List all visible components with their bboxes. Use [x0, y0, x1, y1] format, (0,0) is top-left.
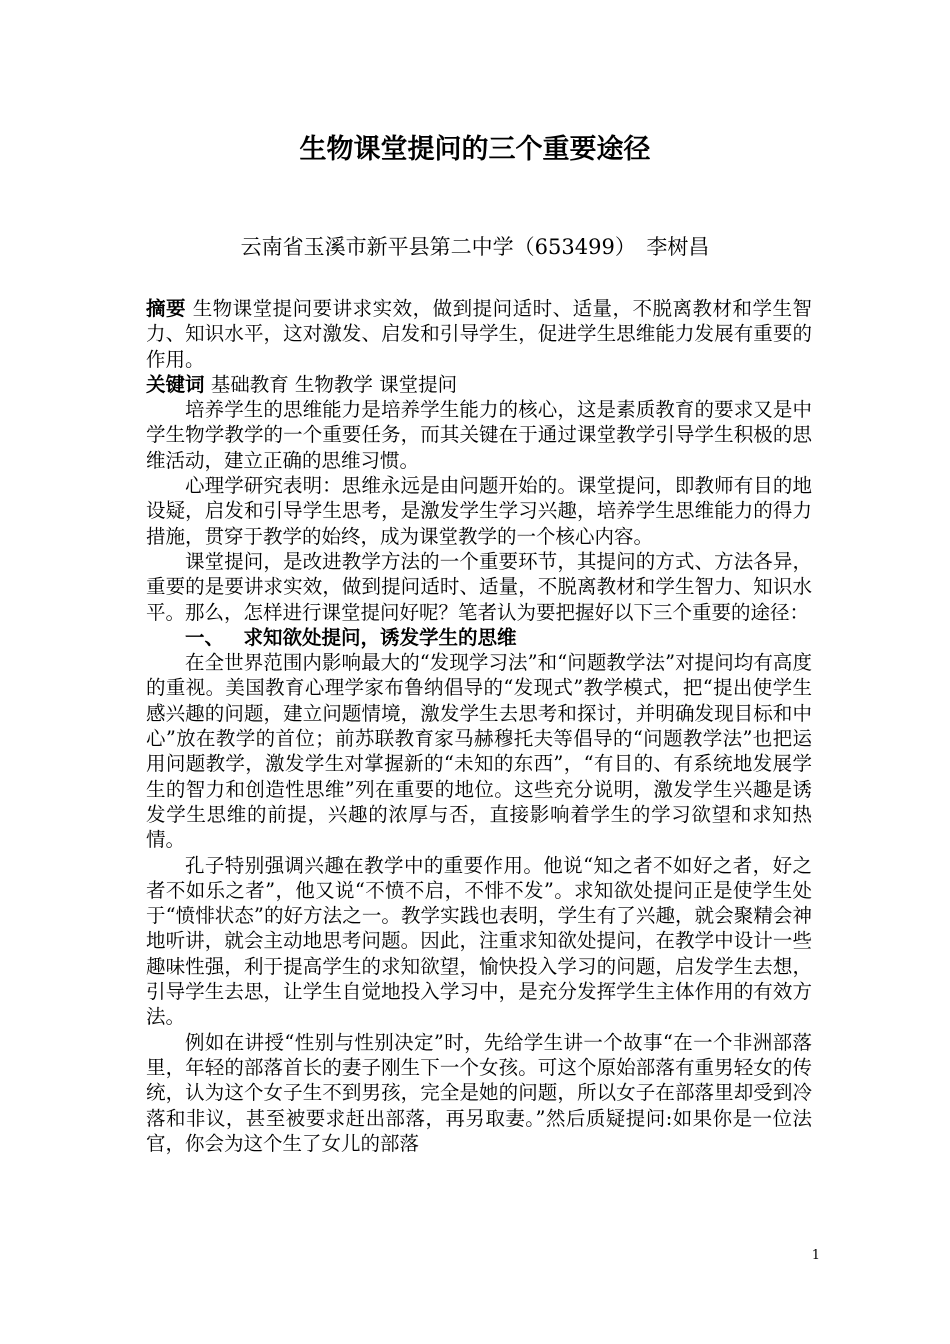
abstract-text: 生物课堂提问要讲求实效，做到提问适时、适量，不脱离教材和学生智力、知识水平，这对激发、启发和引导学生，促进学生思维能力发展有重要的作用。 [146, 297, 812, 371]
section-heading [146, 625, 812, 650]
section-heading-text: 求知欲处提问，诱发学生的思维 [243, 625, 517, 649]
abstract-label: 摘要 [146, 297, 186, 320]
abstract-paragraph [146, 296, 812, 372]
keywords-label: 关键词 [146, 372, 205, 396]
body-paragraph: 孔子特别强调兴趣在教学中的重要作用。他说“知之者不如好之者，好之者不如乐之者”，他又说“不愤不启，不悱不发”。求知欲处提问正是使学生处于“愤悱状态”的好方法之一。教学实践也表明，学生有了兴趣，就会聚精会神地听讲，就会主动地思考问题。因此，注重求知欲处提问，在教学中设计一些趣味性强，利于提高学生的求知欲望，愉快投入学习的问题，启发学生去想，引导学生去思，让学生自觉地投入学习中，是充分发挥学生主体作用的有效方法。 [146, 853, 812, 1029]
body-paragraph: 在全世界范围内影响最大的“发现学习法”和“问题教学法”对提问均有高度的重视。美国教育心理学家布鲁纳倡导的“发现式”教学模式，把“提出使学生感兴趣的问题，建立问题情境，激发学生去思考和探讨，并明确发现目标和中心”放在教学的首位；前苏联教育家马赫穆托夫等倡导的“问题教学法”也把运用问题教学，激发学生对掌握新的“未知的东西”，“有目的、有系统地发展学生的智力和创造性思维”列在重要的地位。这些充分说明，激发学生兴趣是诱发学生思维的前提，兴趣的浓厚与否，直接影响着学生的学习欲望和求知热情。 [146, 651, 812, 852]
body-paragraph: 例如在讲授“性别与性别决定”时，先给学生讲一个故事“在一个非洲部落里，年轻的部落首长的妻子刚生下一个女孩。可这个原始部落有重男轻女的传统，认为这个女子生不到男孩，完全是她的问题，所以女子在部落里却受到冷落和非议，甚至被要求赶出部落，再另取妻。”然后质疑提问:如果你是一位法官，你会为这个生了女儿的部落 [146, 1030, 812, 1155]
body-paragraph: 课堂提问，是改进教学方法的一个重要环节，其提问的方式、方法各异，重要的是要讲求实效，做到提问适时、适量，不脱离教材和学生智力、知识水平。那么，怎样进行课堂提问好呢？笔者认为要把握好以下三个重要的途径： [146, 549, 812, 624]
body-paragraph: 心理学研究表明：思维永远是由问题开始的。课堂提问，即教师有目的地设疑，启发和引导学生思考，是激发学生学习兴趣，培养学生思维能力的得力措施，贯穿于教学的始终，成为课堂教学的一个核心内容。 [146, 474, 812, 548]
page-number: 1 [811, 1248, 820, 1263]
keywords-text: 基础教育 生物教学 课堂提问 [204, 372, 458, 396]
document-title: 生物课堂提问的三个重要途径 [299, 134, 651, 165]
body-paragraph: 培养学生的思维能力是培养学生能力的核心，这是素质教育的要求又是中学生物学教学的一个重要任务，而其关键在于通过课堂教学引导学生积极的思维活动，建立正确的思维习惯。 [146, 398, 812, 472]
author-line: 云南省玉溪市新平县第二中学（653499） 李树昌 [240, 235, 710, 259]
document-body [146, 296, 812, 1156]
section-number: 一、 [185, 625, 225, 649]
keywords-paragraph [146, 372, 812, 397]
